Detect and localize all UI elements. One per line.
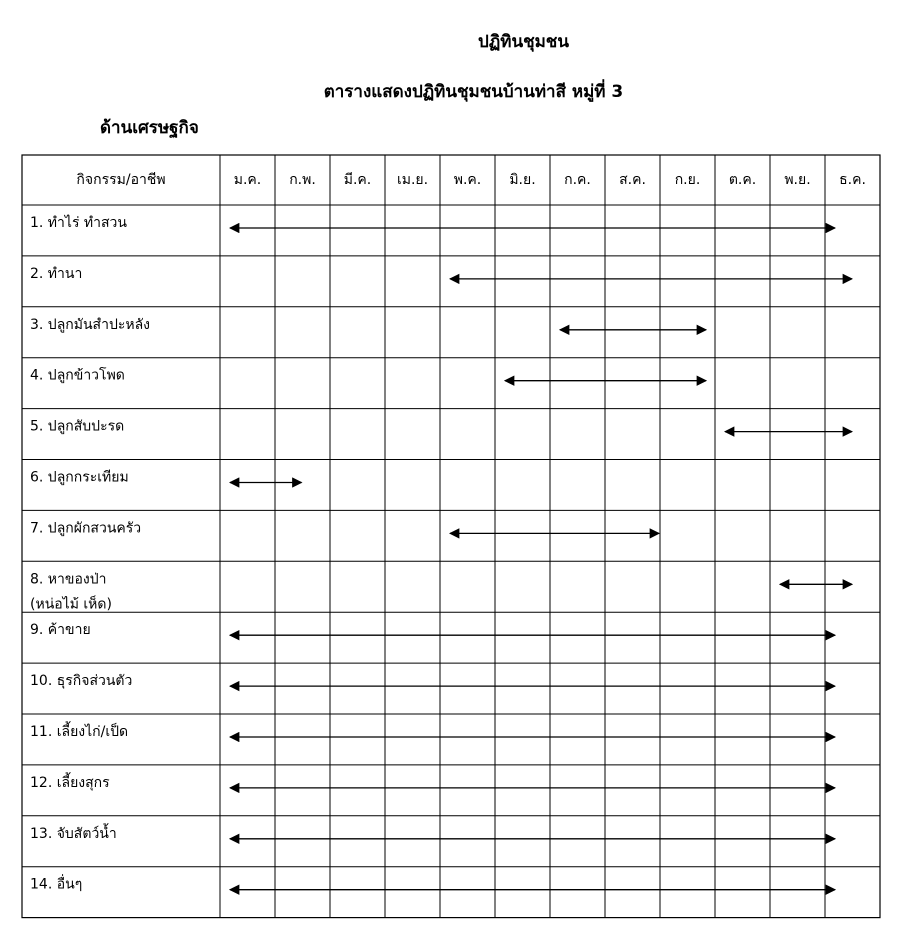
activity-header: กิจกรรม/อาชีพ: [76, 172, 166, 188]
activity-label: 1. ทำไร่ ทำสวน: [30, 215, 127, 231]
activity-label: 13. จับสัตว์น้ำ: [30, 825, 117, 842]
activity-label: 2. ทำนา: [30, 265, 83, 282]
activity-label: (หน่อไม้ เห็ด): [30, 596, 112, 613]
month-header: ม.ค.: [233, 172, 262, 188]
section-heading: ด้านเศรษฐกิจ: [100, 118, 199, 138]
activity-label: 7. ปลูกผักสวนครัว: [30, 520, 142, 537]
activity-label: 5. ปลูกสับปะรด: [30, 418, 125, 435]
month-header: ส.ค.: [619, 172, 646, 188]
activity-label: 8. หาของป่า: [30, 571, 107, 588]
month-header: เม.ย.: [396, 172, 429, 188]
month-header: ธ.ค.: [839, 172, 866, 188]
month-header: มี.ค.: [343, 172, 372, 188]
activity-label: 10. ธุรกิจส่วนตัว: [30, 673, 133, 690]
activity-label: 11. เลี้ยงไก่/เป็ด: [30, 724, 129, 740]
month-header: พ.ย.: [784, 172, 811, 188]
month-header: ต.ค.: [728, 172, 757, 188]
month-header: ก.ย.: [674, 172, 701, 188]
activity-label: 9. ค้าขาย: [30, 622, 91, 639]
month-header: มิ.ย.: [509, 172, 536, 188]
page-title: ปฏิทินชุมชน: [478, 32, 569, 52]
activity-label: 12. เลี้ยงสุกร: [30, 774, 110, 791]
month-header: ก.ค.: [564, 172, 591, 188]
activity-label: 4. ปลูกข้าวโพด: [30, 367, 125, 384]
month-header: ก.พ.: [289, 172, 316, 188]
activity-label: 6. ปลูกกระเทียม: [30, 469, 129, 486]
table-border: [22, 155, 880, 918]
page-subtitle: ตารางแสดงปฏิทินชุมชนบ้านท่าสี หมู่ที่ 3: [323, 82, 624, 102]
activity-label: 14. อื่นๆ: [30, 876, 83, 893]
month-header: พ.ค.: [453, 172, 482, 188]
activity-label: 3. ปลูกมันสำปะหลัง: [30, 316, 151, 333]
